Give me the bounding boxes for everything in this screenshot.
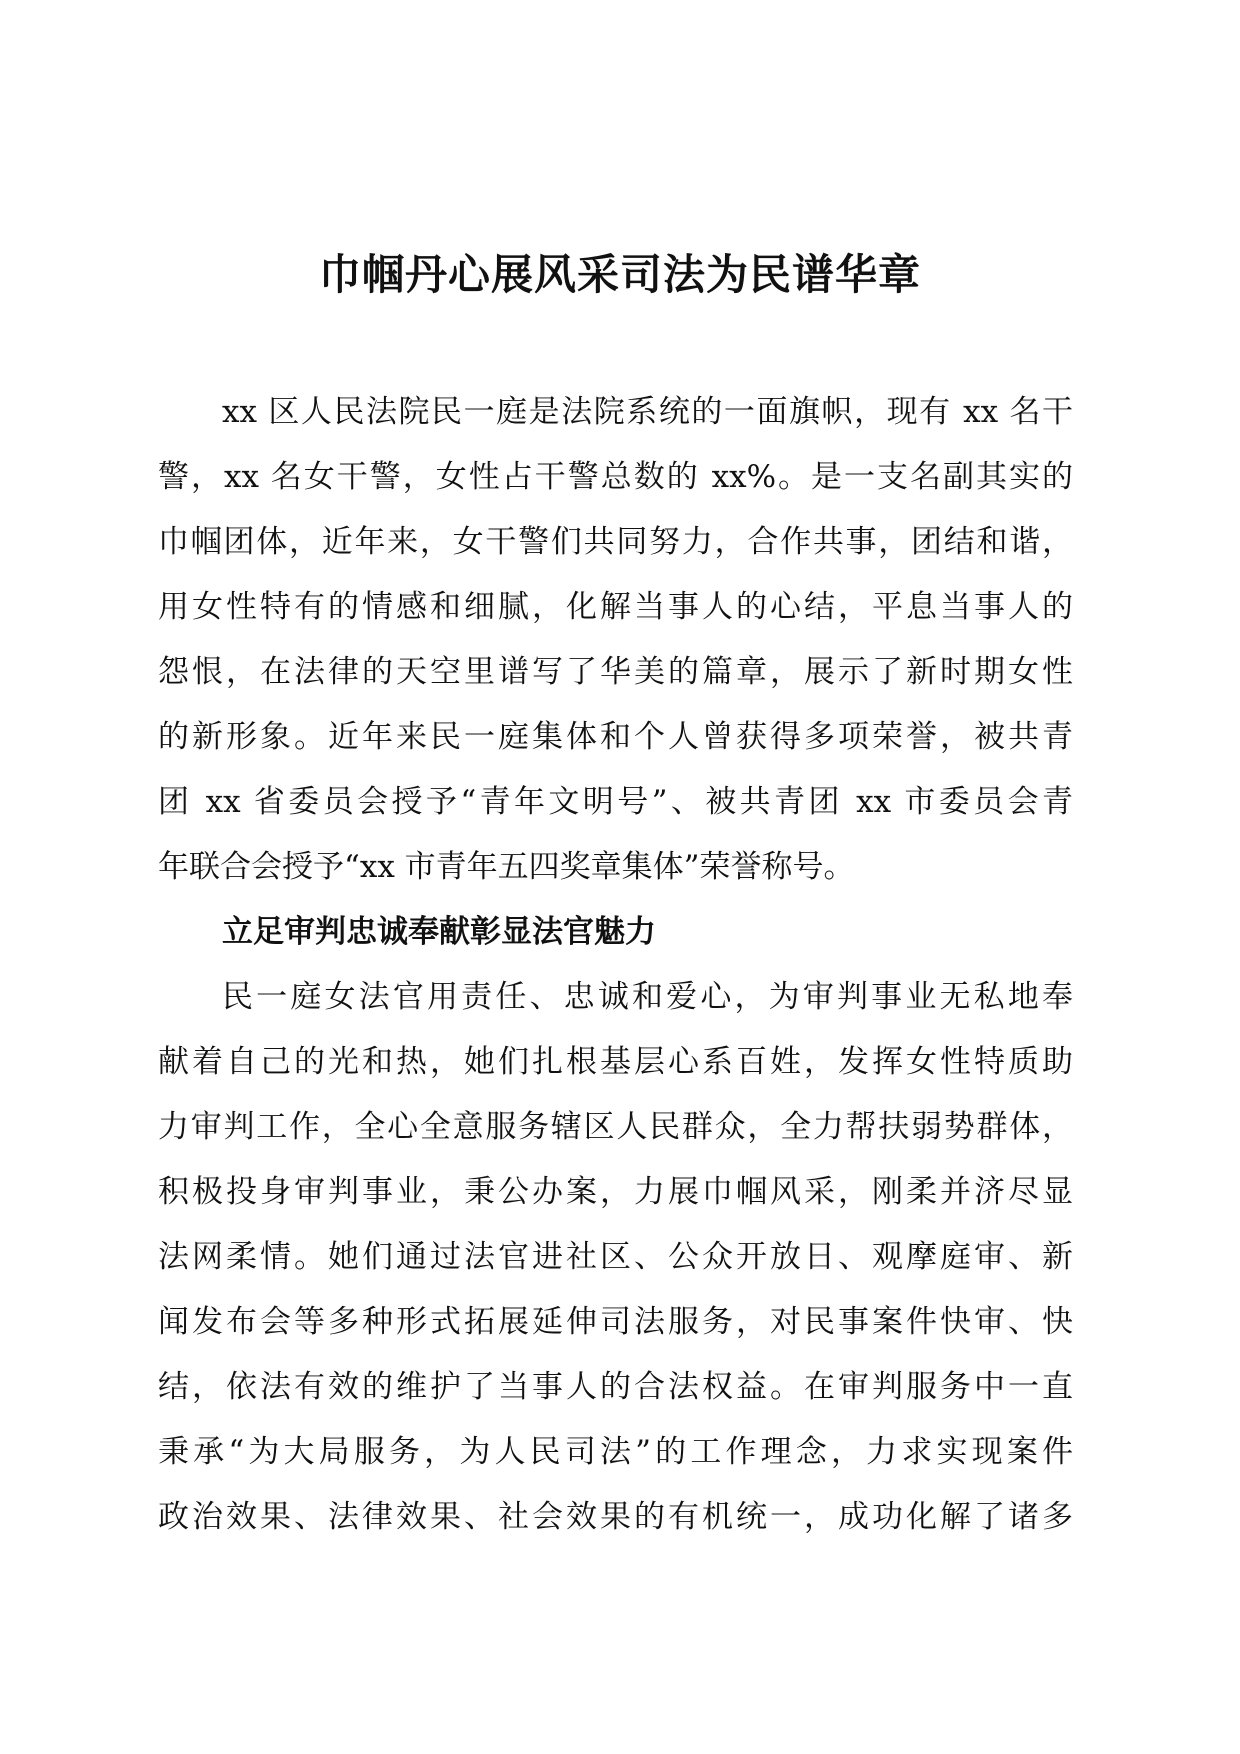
text-line: 政治效果、法律效果、社会效果的有机统一，成功化解了诸多 — [158, 1499, 1073, 1535]
text-line: 用女性特有的情感和细腻，化解当事人的心结，平息当事人的 — [158, 589, 1073, 625]
text-line: 法网柔情。她们通过法官进社区、公众开放日、观摩庭审、新 — [158, 1239, 1073, 1275]
document-body — [158, 380, 1073, 1550]
text-line: 年联合会授予“xx 市青年五四奖章集体”荣誉称号。 — [158, 849, 855, 885]
paragraph-section — [158, 965, 1073, 1550]
text-line: 秉承“为大局服务，为人民司法”的工作理念，力求实现案件 — [158, 1434, 1073, 1470]
text-line: 团 xx 省委员会授予“青年文明号”、被共青团 xx 市委员会青 — [158, 784, 1073, 820]
text-line: 怨恨，在法律的天空里谱写了华美的篇章，展示了新时期女性 — [158, 654, 1073, 690]
text-line: 力审判工作，全心全意服务辖区人民群众，全力帮扶弱势群体， — [158, 1109, 1073, 1145]
text-line: 积极投身审判事业，秉公办案，力展巾帼风采，刚柔并济尽显 — [158, 1174, 1073, 1210]
paragraph-intro — [158, 380, 1073, 900]
text-line: 结，依法有效的维护了当事人的合法权益。在审判服务中一直 — [158, 1369, 1073, 1405]
text-line: xx 区人民法院民一庭是法院系统的一面旗帜，现有 xx 名干 — [222, 394, 1073, 430]
text-line: 警，xx 名女干警，女性占干警总数的 xx%。是一支名副其实的 — [158, 459, 1073, 495]
section-heading: 立足审判忠诚奉献彰显法官魅力 — [222, 914, 656, 950]
text-line: 民一庭女法官用责任、忠诚和爱心，为审判事业无私地奉 — [222, 979, 1073, 1015]
text-line: 的新形象。近年来民一庭集体和个人曾获得多项荣誉，被共青 — [158, 719, 1073, 755]
document-title: 巾帼丹心展风采司法为民谱华章 — [318, 250, 921, 299]
text-line: 闻发布会等多种形式拓展延伸司法服务，对民事案件快审、快 — [158, 1304, 1073, 1340]
text-line: 巾帼团体，近年来，女干警们共同努力，合作共事，团结和谐， — [158, 524, 1073, 560]
text-line: 献着自己的光和热，她们扎根基层心系百姓，发挥女性特质助 — [158, 1044, 1073, 1080]
